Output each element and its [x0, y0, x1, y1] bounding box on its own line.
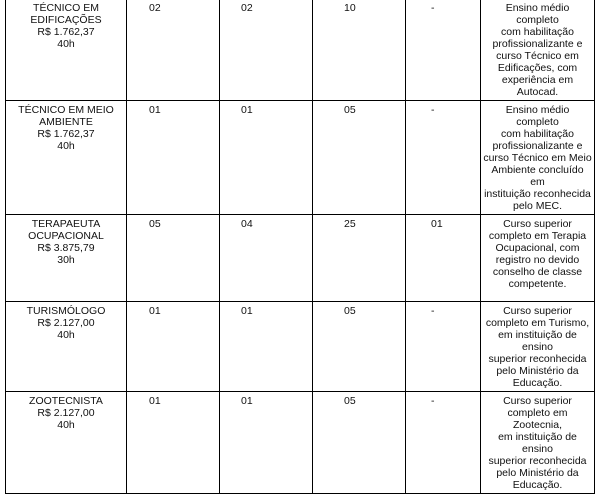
job-hours: 40h	[57, 329, 75, 341]
requirements-cell	[481, 392, 595, 494]
job-line: TERAPAEUTA	[31, 218, 101, 230]
job-salary: R$ 1.762,37	[37, 128, 95, 140]
requirement-line: completo em Terapia	[488, 230, 587, 242]
vacancies-value: 04	[241, 218, 253, 230]
table-row	[6, 101, 595, 215]
vacancies-cell	[313, 0, 406, 101]
vacancy-table-body	[6, 0, 595, 494]
requirement-line: curso Técnico em Meio	[483, 152, 592, 164]
requirement-line: registro no devido	[495, 254, 580, 266]
table-row	[6, 392, 595, 494]
vacancies-cell	[406, 302, 481, 392]
job-hours: 40h	[57, 419, 75, 431]
vacancies-value: -	[431, 2, 435, 14]
requirement-line: em instituição de ensino	[498, 329, 577, 353]
requirement-line: pelo Ministério da	[496, 467, 579, 479]
requirements-cell	[481, 215, 595, 302]
requirement-line: superior reconhecida	[488, 353, 587, 365]
vacancies-value: 01	[241, 395, 253, 407]
requirement-line: profissionalizante e	[492, 140, 583, 152]
vacancies-value: 05	[149, 218, 161, 230]
requirement-line: Ensino médio completo	[505, 104, 570, 128]
requirement-line: experiência em	[501, 74, 574, 86]
requirement-line: completo em Zootecnia,	[507, 407, 568, 431]
job-cell	[6, 215, 127, 302]
requirements-cell	[481, 0, 595, 101]
requirement-line: Ambiente concluído em	[491, 164, 584, 188]
job-salary: R$ 1.762,37	[37, 26, 95, 38]
vacancies-cell	[313, 302, 406, 392]
job-hours: 40h	[57, 38, 75, 50]
vacancies-value: -	[431, 395, 435, 407]
requirement-line: Curso superior	[503, 395, 572, 407]
vacancies-cell	[127, 392, 220, 494]
vacancies-cell	[220, 0, 313, 101]
requirement-line: Edificações, com	[497, 62, 578, 74]
vacancies-cell	[127, 302, 220, 392]
vacancies-value: 01	[241, 305, 253, 317]
vacancies-value: -	[431, 104, 435, 116]
requirement-line: Autocad.	[516, 86, 559, 98]
vacancies-value: 01	[149, 104, 161, 116]
requirement-line: superior reconhecida	[488, 455, 587, 467]
vacancies-cell	[127, 215, 220, 302]
requirement-line: profissionalizante e	[492, 38, 583, 50]
table-row	[6, 0, 595, 101]
requirements-cell	[481, 101, 595, 215]
table-row	[6, 302, 595, 392]
job-line: AMBIENTE	[39, 116, 93, 128]
requirement-line: Curso superior	[503, 305, 572, 317]
vacancies-cell	[127, 0, 220, 101]
vacancies-cell	[406, 0, 481, 101]
vacancies-cell	[406, 101, 481, 215]
requirement-line: Curso superior	[503, 218, 572, 230]
vacancies-value: 02	[149, 2, 161, 14]
job-line: TÉCNICO EM	[33, 2, 99, 14]
job-cell	[6, 392, 127, 494]
requirement-line: Ocupacional, com	[495, 242, 580, 254]
job-salary: R$ 2.127,00	[37, 407, 95, 419]
requirement-line: conselho de classe	[492, 266, 583, 278]
vacancies-cell	[220, 101, 313, 215]
requirement-line: curso Técnico em	[496, 50, 579, 62]
vacancies-cell	[406, 215, 481, 302]
vacancies-value: 01	[431, 218, 443, 230]
vacancies-value: 05	[344, 305, 356, 317]
requirement-line: completo em Turismo,	[485, 317, 590, 329]
job-line: EDIFICAÇÕES	[30, 14, 102, 26]
table-row	[6, 215, 595, 302]
job-line: TÉCNICO EM MEIO	[18, 104, 114, 116]
requirement-line: instituição reconhecida	[484, 188, 591, 200]
job-line: ZOOTECNISTA	[29, 395, 103, 407]
requirement-line: com habilitação	[501, 128, 574, 140]
vacancies-value: 25	[344, 218, 356, 230]
vacancies-value: 01	[241, 104, 253, 116]
requirement-line: com habilitação	[501, 26, 574, 38]
vacancies-value: -	[431, 305, 435, 317]
job-line: OCUPACIONAL	[28, 230, 104, 242]
vacancies-value: 05	[344, 104, 356, 116]
requirement-line: pelo MEC.	[512, 200, 563, 212]
requirement-line: Ensino médio completo	[505, 2, 570, 26]
vacancy-table	[5, 0, 595, 494]
job-cell	[6, 302, 127, 392]
job-salary: R$ 2.127,00	[37, 317, 95, 329]
job-cell	[6, 0, 127, 101]
vacancies-value: 05	[344, 395, 356, 407]
vacancies-cell	[406, 392, 481, 494]
vacancies-value: 01	[149, 395, 161, 407]
job-hours: 30h	[57, 254, 75, 266]
job-hours: 40h	[57, 140, 75, 152]
vacancies-cell	[220, 302, 313, 392]
vacancies-value: 01	[149, 305, 161, 317]
vacancies-cell	[127, 101, 220, 215]
requirement-line: competente.	[508, 278, 567, 290]
requirement-line: Educação.	[512, 377, 563, 389]
vacancies-cell	[313, 215, 406, 302]
job-cell	[6, 101, 127, 215]
vacancies-value: 02	[241, 2, 253, 14]
requirement-line: em instituição de ensino	[498, 431, 577, 455]
requirement-line: Educação.	[512, 479, 563, 491]
vacancies-cell	[220, 392, 313, 494]
requirement-line: pelo Ministério da	[496, 365, 579, 377]
job-line: TURISMÓLOGO	[26, 305, 106, 317]
vacancies-cell	[313, 101, 406, 215]
vacancies-cell	[313, 392, 406, 494]
requirements-cell	[481, 302, 595, 392]
vacancies-value: 10	[344, 2, 356, 14]
vacancies-cell	[220, 215, 313, 302]
job-salary: R$ 3.875,79	[37, 242, 95, 254]
